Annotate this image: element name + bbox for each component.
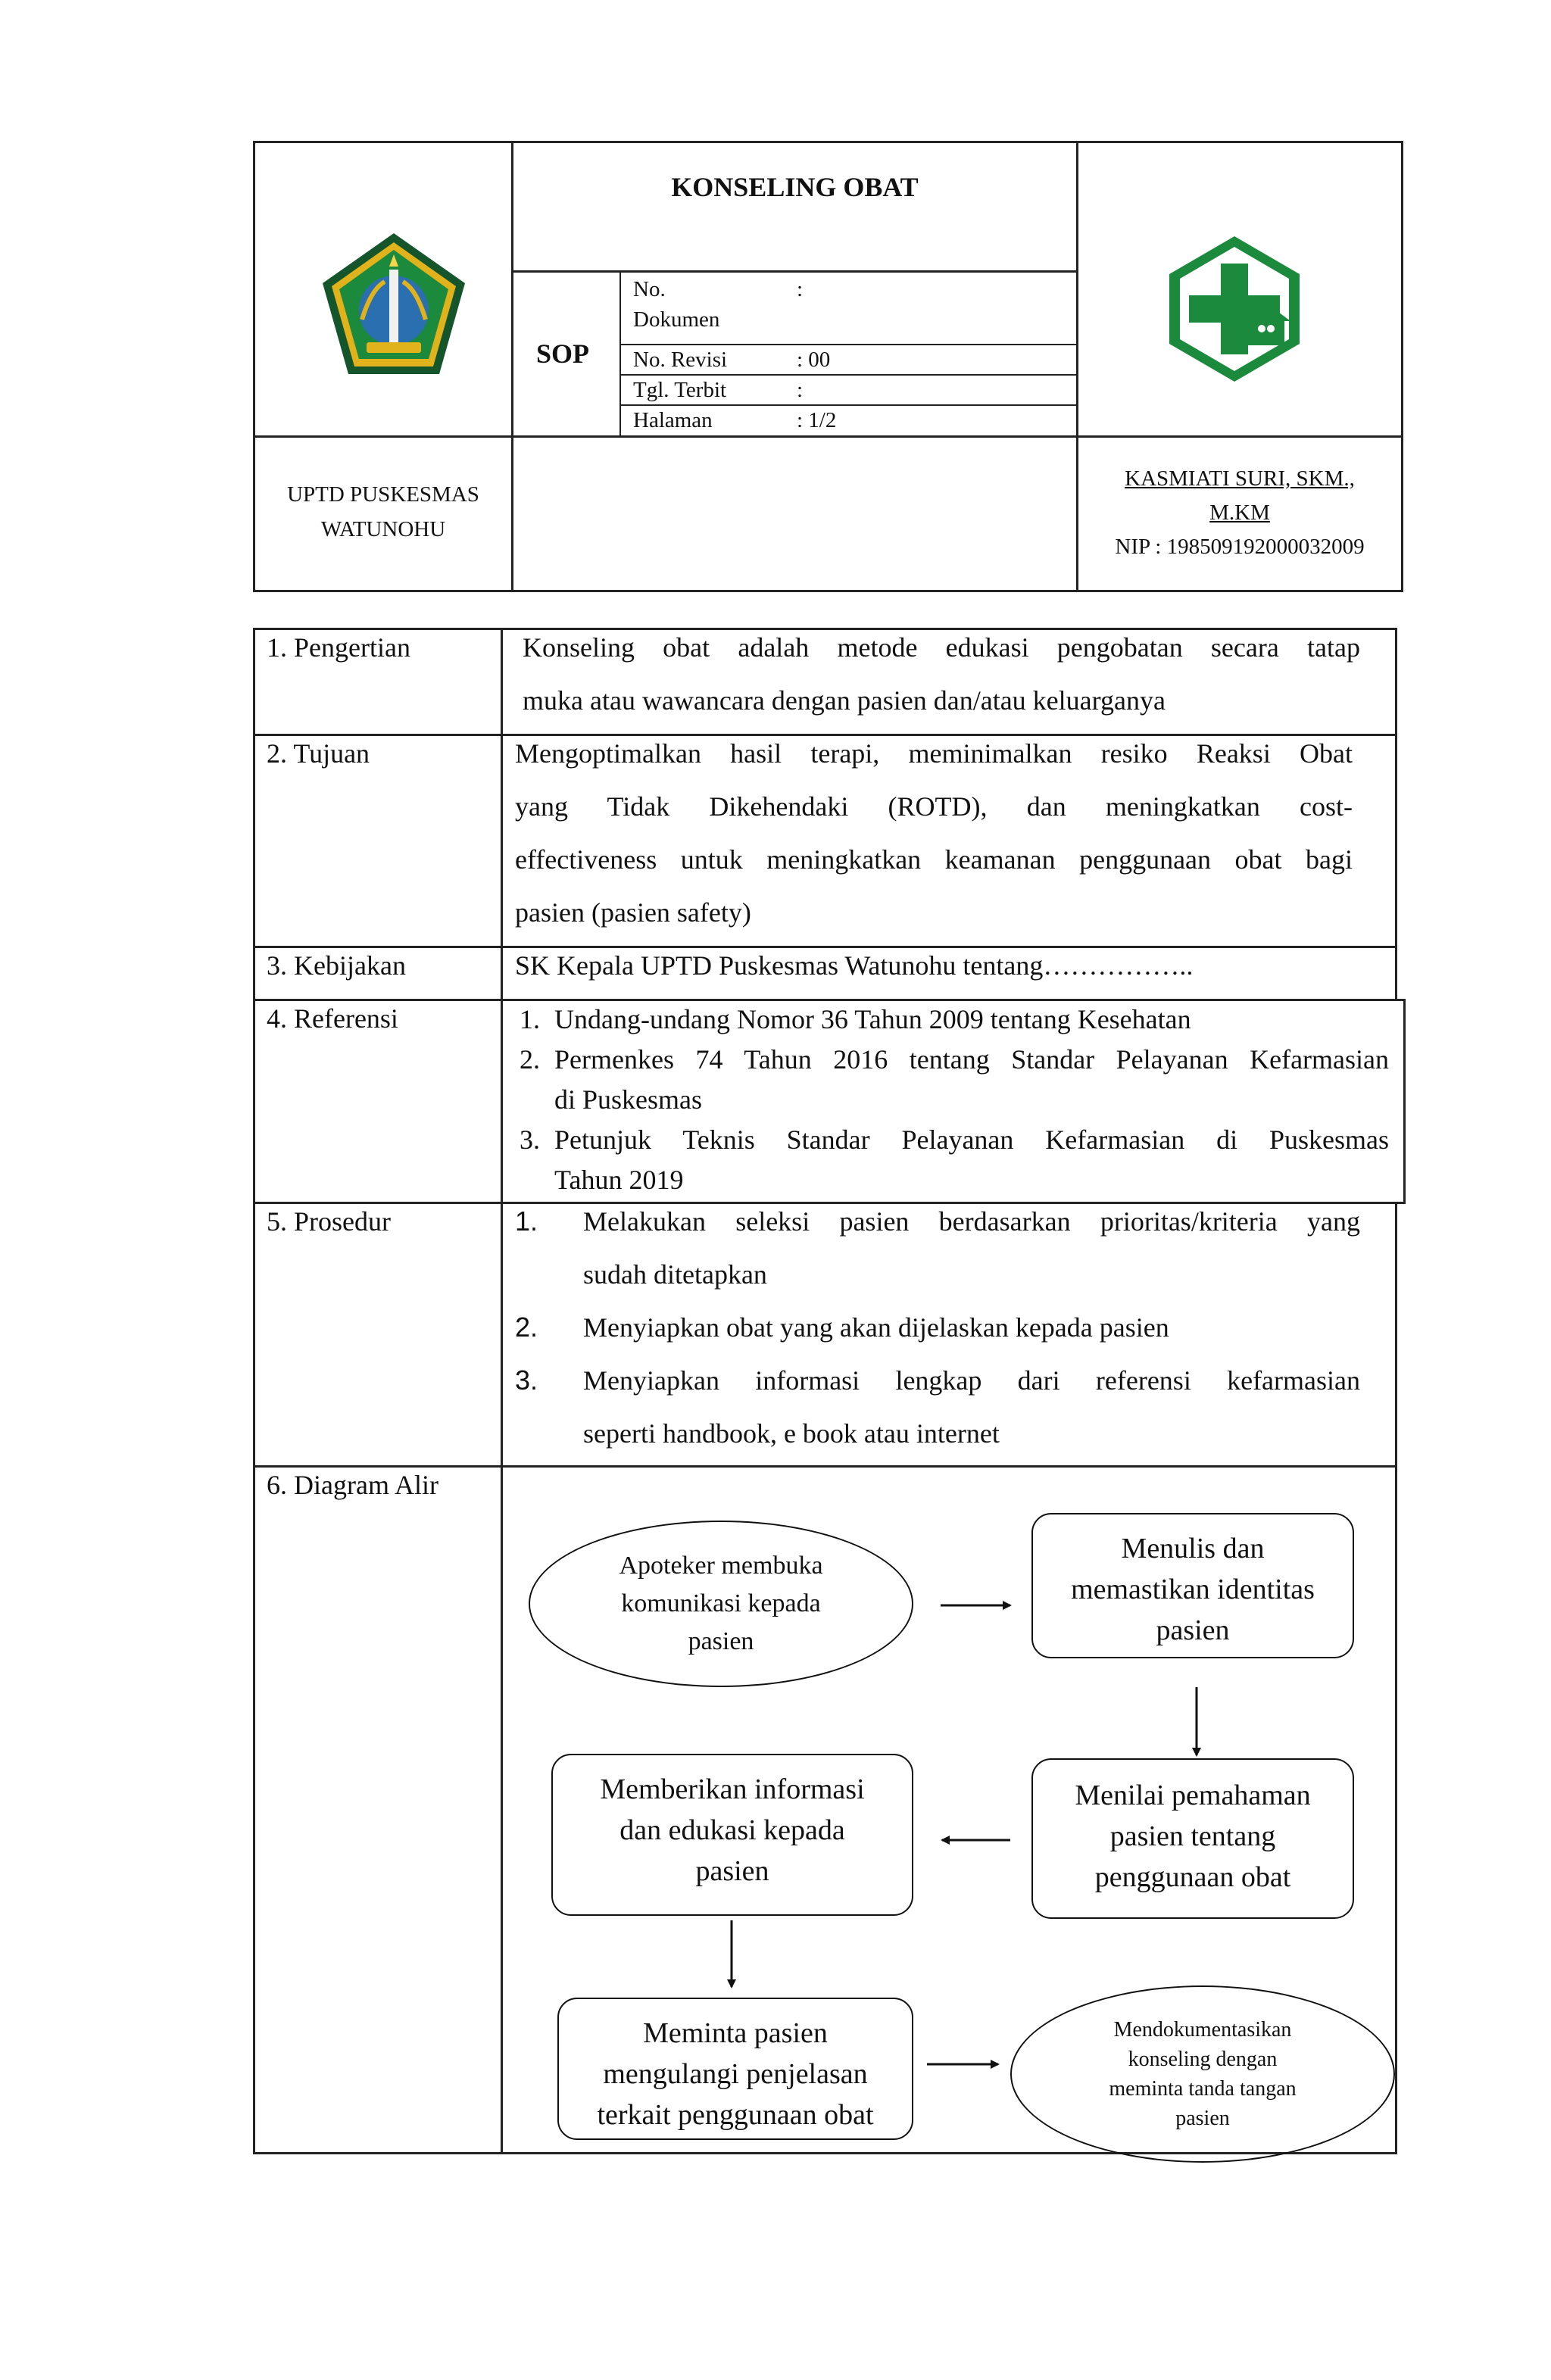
tujuan-line-4: pasien (pasien safety) [515,897,751,928]
meta-revisi-value: : 00 [797,348,831,372]
signer-nip: NIP : 198509192000032009 [1115,535,1365,559]
tujuan-line-1: Mengoptimalkan hasil terapi, meminimalkan resiko Reaksi Obat [515,738,1353,769]
node-text: terkait penggunaan obat [597,2099,874,2131]
node-text: dan edukasi kepada [619,1814,845,1846]
list-text: sudah ditetapkan [583,1259,767,1290]
document-title: KONSELING OBAT [671,172,919,202]
meta-label: No. [633,277,666,301]
list-text: Menyiapkan informasi lengkap dari referensi kefarmasian [583,1365,1360,1396]
node-text: pasien [688,1627,754,1655]
meta-label: Dokumen [633,307,720,332]
meta-revisi-label: No. Revisi [633,348,728,372]
list-text: Melakukan seleksi pasien berdasarkan prioritas/kriteria yang [583,1206,1360,1237]
node-text: memastikan identitas [1071,1574,1315,1605]
meta-terbit-value: : [797,378,804,402]
unit-name-line: WATUNOHU [320,517,446,541]
list-number: 2. [515,1312,538,1343]
pengertian-line-1: Konseling obat adalah metode edukasi pengobatan secara tatap [523,632,1360,663]
list-number: 2. [520,1044,540,1075]
section-label-diagram: 6. Diagram Alir [267,1470,438,1500]
node-text: Apoteker membuka [619,1552,823,1580]
node-text: mengulangi penjelasan [603,2058,868,2090]
meta-no-dokumen-value: : [797,277,804,301]
list-number: 1. [515,1206,538,1237]
node-text: komunikasi kepada [621,1589,821,1617]
list-text: Menyiapkan obat yang akan dijelaskan kepada pasien [583,1312,1169,1343]
meta-terbit-label: Tgl. Terbit [633,378,727,402]
signer-name: KASMIATI SURI, SKM., [1125,466,1355,491]
node-text: Meminta pasien [643,2017,828,2049]
node-text: Menulis dan [1121,1533,1265,1564]
tujuan-line-3: effectiveness untuk meningkatkan keamanan penggunaan obat bagi [515,844,1353,875]
signer-title: M.KM [1209,501,1270,525]
list-text: di Puskesmas [554,1084,703,1115]
pengertian-line-2: muka atau wawancara dengan pasien dan/atau keluarganya [523,685,1166,716]
list-text: Tahun 2019 [554,1165,684,1195]
node-text: Menilai pemahaman [1075,1780,1311,1811]
node-text: Memberikan informasi [600,1773,865,1805]
unit-name-line: UPTD PUSKESMAS [287,482,479,507]
list-number: 1. [520,1004,540,1034]
list-text: Undang-undang Nomor 36 Tahun 2009 tentang Kesehatan [554,1004,1191,1034]
list-text: seperti handbook, e book atau internet [583,1418,1000,1449]
list-text: Permenkes 74 Tahun 2016 tentang Standar Pelayanan Kefarmasian [554,1044,1389,1075]
node-text: pasien [1156,1614,1230,1646]
section-label-prosedur: 5. Prosedur [267,1206,391,1237]
section-label-tujuan: 2. Tujuan [267,738,370,769]
node-text: penggunaan obat [1094,1861,1291,1893]
list-number: 3. [515,1365,538,1396]
node-text: Mendokumentasikan [1113,2018,1292,2042]
node-text: pasien tentang [1109,1820,1276,1852]
node-text: pasien [695,1855,769,1887]
list-number: 3. [520,1124,540,1155]
section-label-referensi: 4. Referensi [267,1003,398,1034]
node-text: konseling dengan [1128,2048,1278,2071]
sop-label: SOP [536,338,590,369]
tujuan-line-2: yang Tidak Dikehendaki (ROTD), dan meningkatkan cost- [515,791,1353,822]
node-text: meminta tanda tangan [1109,2077,1297,2101]
kebijakan-text: SK Kepala UPTD Puskesmas Watunohu tentang…………….. [515,950,1194,981]
meta-halaman-value: : 1/2 [797,408,837,432]
meta-halaman-label: Halaman [633,408,713,432]
section-label-pengertian: 1. Pengertian [267,632,410,663]
list-text: Petunjuk Teknis Standar Pelayanan Kefarmasian di Puskesmas [554,1124,1389,1155]
node-text: pasien [1175,2107,1230,2130]
section-label-kebijakan: 3. Kebijakan [267,950,406,981]
